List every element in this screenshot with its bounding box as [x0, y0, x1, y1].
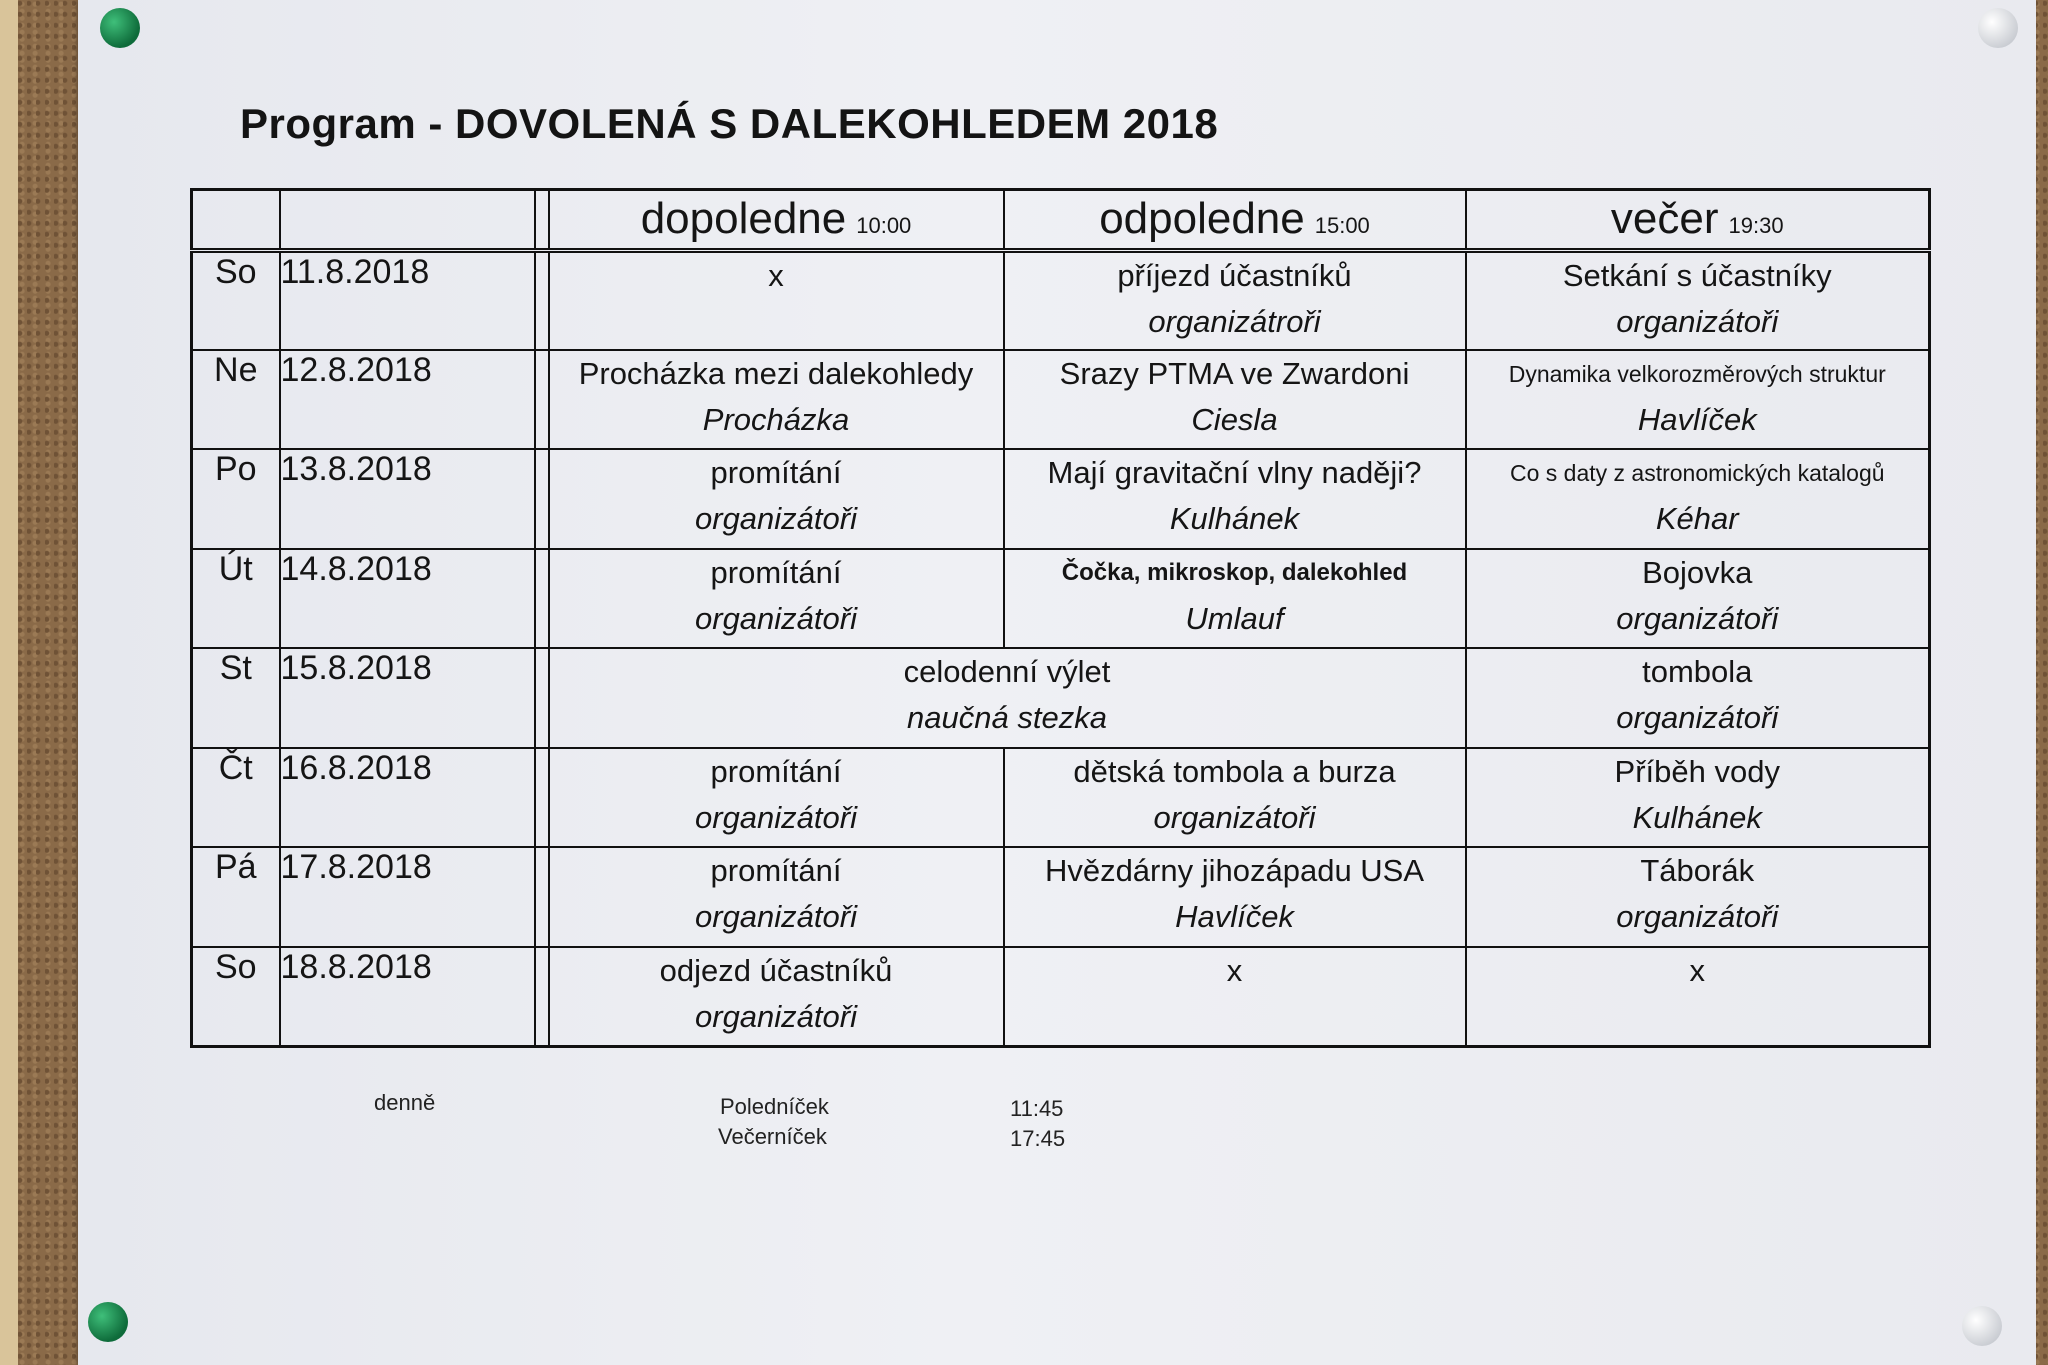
day-cell: Ne — [192, 350, 280, 450]
separator-cell — [535, 350, 549, 450]
afternoon-cell — [1004, 549, 1466, 649]
event-presenter: organizátoři — [1616, 303, 1779, 339]
table-row — [192, 250, 1930, 350]
pushpin-white-icon — [1962, 1306, 2002, 1346]
date-cell: 14.8.2018 — [280, 549, 535, 649]
header-odpoledne — [1004, 190, 1466, 251]
day-cell: So — [192, 947, 280, 1047]
date-cell: 16.8.2018 — [280, 748, 535, 848]
event-title: promítání — [710, 853, 842, 889]
event-presenter: organizátoři — [695, 600, 857, 636]
header-time: 19:30 — [1728, 213, 1784, 239]
header-row — [192, 190, 1930, 251]
event-presenter: Kulhánek — [1632, 799, 1762, 835]
header-empty-date — [280, 190, 535, 251]
afternoon-cell — [1004, 748, 1466, 848]
evening-cell — [1466, 449, 1930, 549]
separator-cell — [535, 549, 549, 649]
date-cell: 13.8.2018 — [280, 449, 535, 549]
event-presenter: organizátoři — [695, 799, 857, 835]
footer-daily-label: denně — [374, 1090, 436, 1115]
date-cell: 15.8.2018 — [280, 648, 535, 748]
event-presenter: Kulhánek — [1169, 501, 1300, 537]
event-presenter: Procházka — [702, 401, 850, 437]
table-row — [192, 648, 1930, 748]
date-cell: 11.8.2018 — [280, 250, 535, 350]
event-title: promítání — [710, 455, 842, 491]
header-label: odpoledne — [1099, 194, 1305, 244]
event-title: promítání — [710, 554, 842, 590]
header-vecer — [1466, 190, 1930, 251]
afternoon-cell — [1004, 350, 1466, 450]
afternoon-cell — [1004, 847, 1466, 947]
header-time: 15:00 — [1314, 213, 1370, 239]
event-title: Táborák — [1640, 853, 1755, 889]
footer-item-name: Poledníček — [720, 1094, 829, 1119]
event-title: Co s daty z astronomických katalogů — [1509, 460, 1885, 487]
date-cell: 18.8.2018 — [280, 947, 535, 1047]
pushpin-green-icon — [88, 1302, 128, 1342]
morning-cell — [549, 549, 1004, 649]
day-cell: Út — [192, 549, 280, 649]
event-presenter: organizátoři — [695, 899, 857, 935]
morning-cell — [549, 449, 1004, 549]
day-cell: So — [192, 250, 280, 350]
separator-cell — [535, 648, 549, 748]
evening-cell — [1466, 549, 1930, 649]
pushpin-green-icon — [100, 8, 140, 48]
event-title: odjezd účastníků — [659, 952, 893, 988]
event-title: x — [768, 257, 784, 293]
evening-cell — [1466, 748, 1930, 848]
table-row — [192, 748, 1930, 848]
table-row — [192, 449, 1930, 549]
pushpin-white-icon — [1978, 8, 2018, 48]
evening-cell — [1466, 947, 1930, 1047]
evening-cell — [1466, 847, 1930, 947]
separator-cell — [535, 847, 549, 947]
page-title: Program - DOVOLENÁ S DALEKOHLEDEM 2018 — [240, 100, 1219, 147]
day-cell: Po — [192, 449, 280, 549]
header-time: 10:00 — [856, 213, 912, 239]
day-trip-cell — [549, 648, 1466, 748]
table-row — [192, 549, 1930, 649]
event-presenter: organizátoři — [1616, 700, 1779, 736]
event-title: x — [1689, 952, 1705, 988]
event-title: dětská tombola a burza — [1073, 753, 1396, 789]
table-row — [192, 350, 1930, 450]
event-title: Mají gravitační vlny naději? — [1047, 455, 1422, 491]
morning-cell — [549, 250, 1004, 350]
separator-cell — [535, 250, 549, 350]
event-title: Srazy PTMA ve Zwardoni — [1059, 355, 1410, 391]
event-title: Příběh vody — [1614, 753, 1780, 789]
event-title: příjezd účastníků — [1117, 257, 1352, 293]
event-title: Dynamika velkorozměrových struktur — [1508, 360, 1886, 387]
event-title: tombola — [1642, 654, 1753, 690]
event-title: Procházka mezi dalekohledy — [578, 355, 974, 391]
event-title: x — [1226, 952, 1243, 988]
evening-cell — [1466, 648, 1930, 748]
morning-cell — [549, 947, 1004, 1047]
date-cell: 17.8.2018 — [280, 847, 535, 947]
event-title: Čočka, mikroskop, dalekohled — [1061, 558, 1408, 586]
afternoon-cell — [1004, 250, 1466, 350]
day-cell: Pá — [192, 847, 280, 947]
afternoon-cell — [1004, 449, 1466, 549]
footer-item-name: Večerníček — [718, 1124, 827, 1149]
day-cell: St — [192, 648, 280, 748]
footer-item-time: 17:45 — [1010, 1126, 1066, 1151]
table-row — [192, 947, 1930, 1047]
separator-cell — [535, 748, 549, 848]
event-title: promítání — [710, 753, 842, 789]
event-title: Bojovka — [1642, 554, 1753, 590]
event-presenter: organizátoři — [1616, 600, 1779, 636]
event-presenter: Ciesla — [1191, 401, 1278, 437]
header-label: večer — [1610, 194, 1719, 244]
event-presenter: Havlíček — [1175, 899, 1294, 935]
separator-cell — [535, 947, 549, 1047]
header-label: dopoledne — [640, 194, 847, 244]
event-presenter: Havlíček — [1637, 401, 1757, 437]
event-presenter: organizátoři — [695, 998, 857, 1034]
event-title: Hvězdárny jihozápadu USA — [1044, 853, 1425, 889]
morning-cell — [549, 350, 1004, 450]
schedule-table — [190, 188, 1931, 1048]
event-presenter: organizátoři — [1616, 899, 1779, 935]
header-separator — [535, 190, 549, 251]
event-title: celodenní výlet — [903, 654, 1111, 690]
morning-cell — [549, 847, 1004, 947]
event-presenter: organizátoři — [695, 501, 857, 537]
header-empty-day — [192, 190, 280, 251]
event-title: Setkání s účastníky — [1562, 257, 1832, 293]
day-cell: Čt — [192, 748, 280, 848]
table-row — [192, 847, 1930, 947]
event-presenter: organizátoři — [1153, 799, 1316, 835]
date-cell: 12.8.2018 — [280, 350, 535, 450]
frame-edge — [0, 0, 18, 1365]
event-presenter: naučná stezka — [907, 700, 1107, 736]
header-dopoledne — [549, 190, 1004, 251]
event-presenter: Umlauf — [1185, 600, 1284, 636]
afternoon-cell — [1004, 947, 1466, 1047]
event-presenter: organizátroři — [1148, 303, 1321, 339]
evening-cell — [1466, 350, 1930, 450]
morning-cell — [549, 748, 1004, 848]
footer-item-time: 11:45 — [1010, 1096, 1064, 1121]
event-presenter: Kéhar — [1655, 501, 1739, 537]
evening-cell — [1466, 250, 1930, 350]
separator-cell — [535, 449, 549, 549]
